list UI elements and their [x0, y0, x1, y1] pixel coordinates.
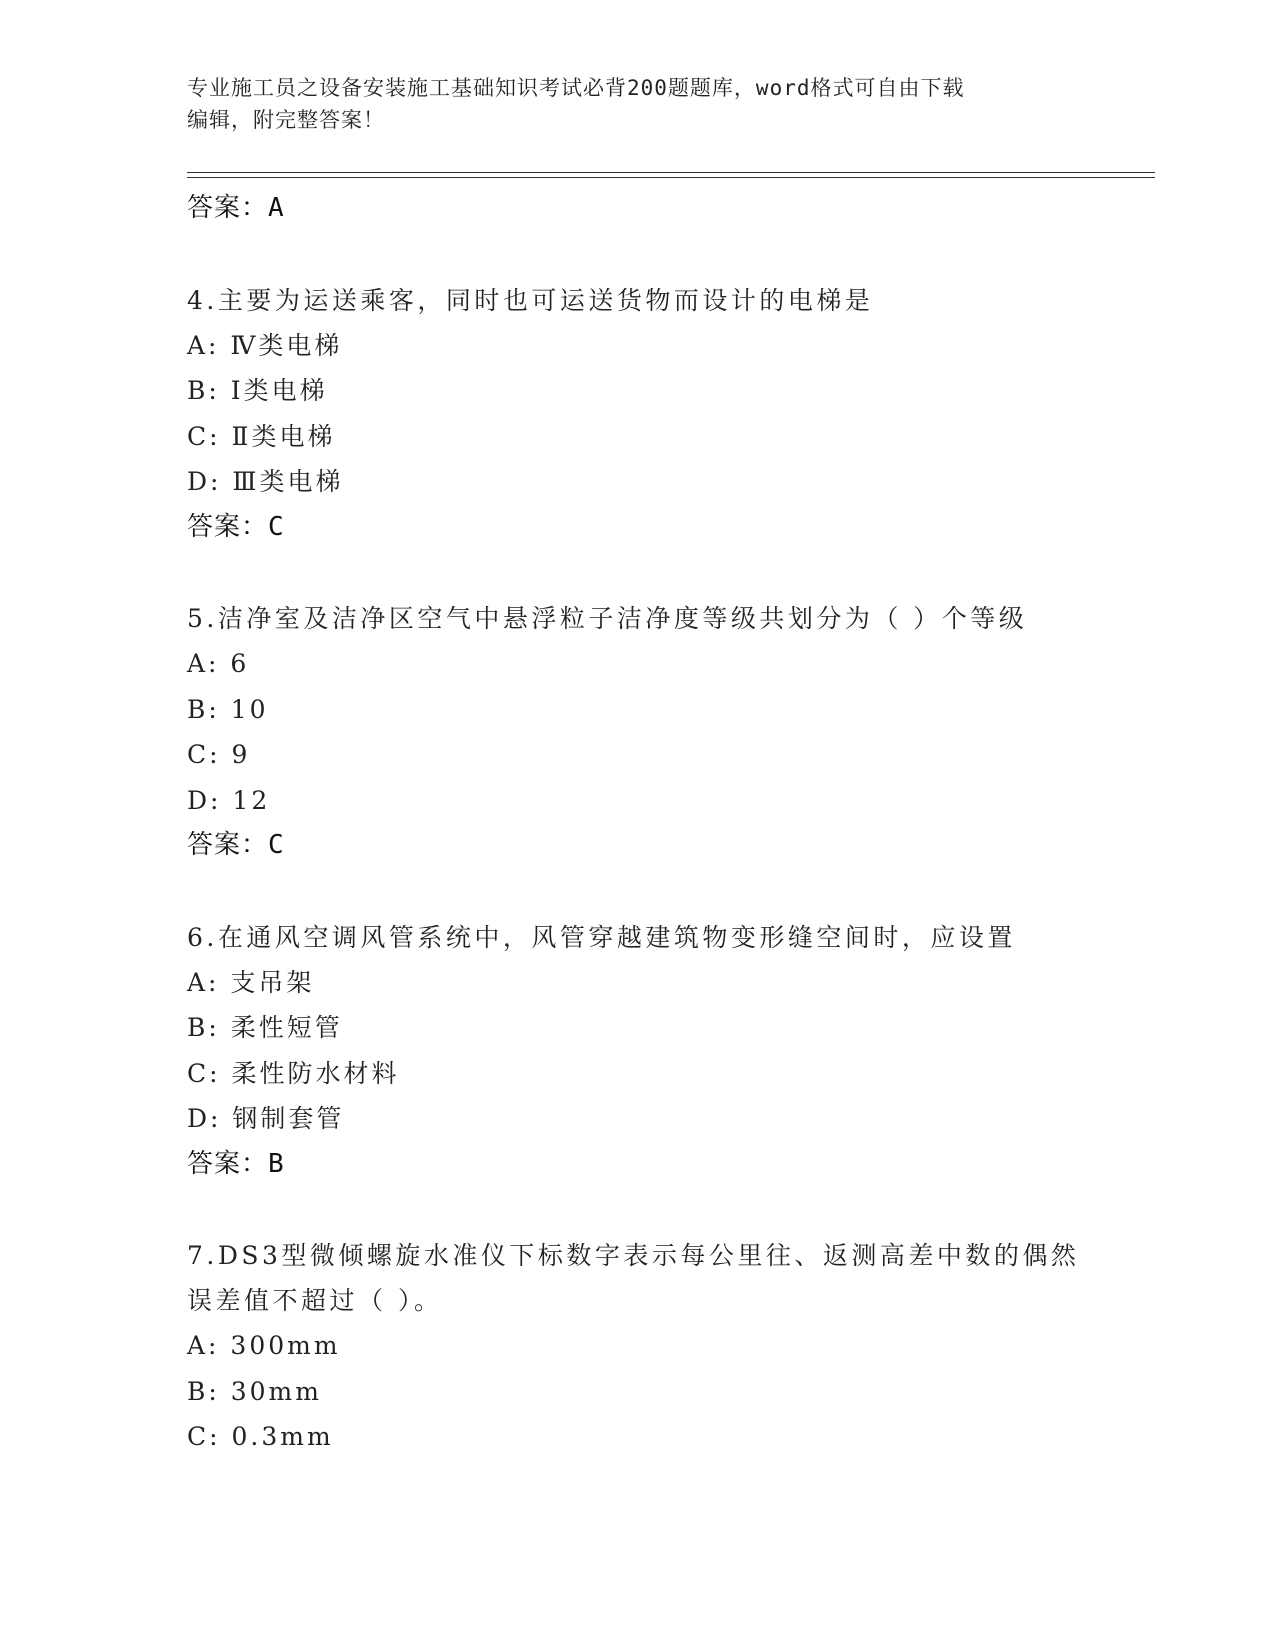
question-block: [187, 915, 1117, 1188]
option-c: C: 柔性防水材料: [187, 1058, 400, 1088]
header-line-1: 专业施工员之设备安装施工基础知识考试必背200题题库，word格式可自由下载: [187, 76, 965, 100]
answer-value: C: [268, 511, 285, 542]
option-b: B: 30mm: [187, 1376, 322, 1406]
answer-value: C: [268, 830, 285, 860]
answer-value: A: [268, 193, 285, 223]
answer-label: 答案：: [187, 511, 269, 542]
option-a: A: 6: [187, 649, 250, 678]
option-b: B: Ⅰ类电梯: [187, 376, 328, 405]
option-c: C: 0.3mm: [187, 1422, 334, 1451]
header-line-2: 编辑，附完整答案！: [187, 108, 385, 132]
question-list: [187, 186, 1117, 1460]
question-block: [187, 1233, 1117, 1460]
option-c: C: 9: [187, 740, 251, 769]
header-divider-top: [187, 172, 1155, 173]
option-b: B: 柔性短管: [187, 1013, 343, 1042]
question-block: [187, 278, 1117, 551]
answer-label: 答案：: [187, 193, 269, 223]
spacer: [187, 1187, 1117, 1233]
spacer: [187, 232, 1117, 278]
option-a: A: 300mm: [187, 1331, 341, 1360]
header-divider-bottom: [187, 177, 1155, 178]
question-text: 4.主要为运送乘客，同时也可运送货物而设计的电梯是: [187, 285, 874, 315]
answer-line: [187, 505, 1117, 551]
answer-value: B: [268, 1148, 285, 1179]
option-a: A: 支吊架: [187, 967, 315, 997]
option-d: D: 钢制套管: [187, 1104, 345, 1133]
answer-label: 答案：: [187, 830, 269, 860]
answer-label: 答案：: [187, 1148, 269, 1179]
option-d: D: Ⅲ类电梯: [187, 467, 344, 496]
answer-line: [187, 1142, 1117, 1188]
question-text: 6.在通风空调风管系统中，风管穿越建筑物变形缝空间时，应设置: [187, 922, 1016, 952]
option-d: D: 12: [187, 785, 271, 815]
question-block: [187, 596, 1117, 869]
question-text: 7.DS3型微倾螺旋水准仪下标数字表示每公里往、返测高差中数的偶然误差值不超过（ ）。: [187, 1241, 1080, 1315]
spacer: [187, 550, 1117, 596]
option-b: B: 10: [187, 694, 269, 724]
option-c: C: Ⅱ类电梯: [187, 421, 336, 451]
option-a: A: Ⅳ类电梯: [187, 330, 343, 360]
answer-line: [187, 186, 1117, 232]
question-text: 5.洁净室及洁净区空气中悬浮粒子洁净度等级共划分为（ ）个等级: [187, 604, 1028, 633]
spacer: [187, 869, 1117, 915]
answer-line: [187, 823, 1117, 869]
document-header: [187, 72, 1087, 136]
